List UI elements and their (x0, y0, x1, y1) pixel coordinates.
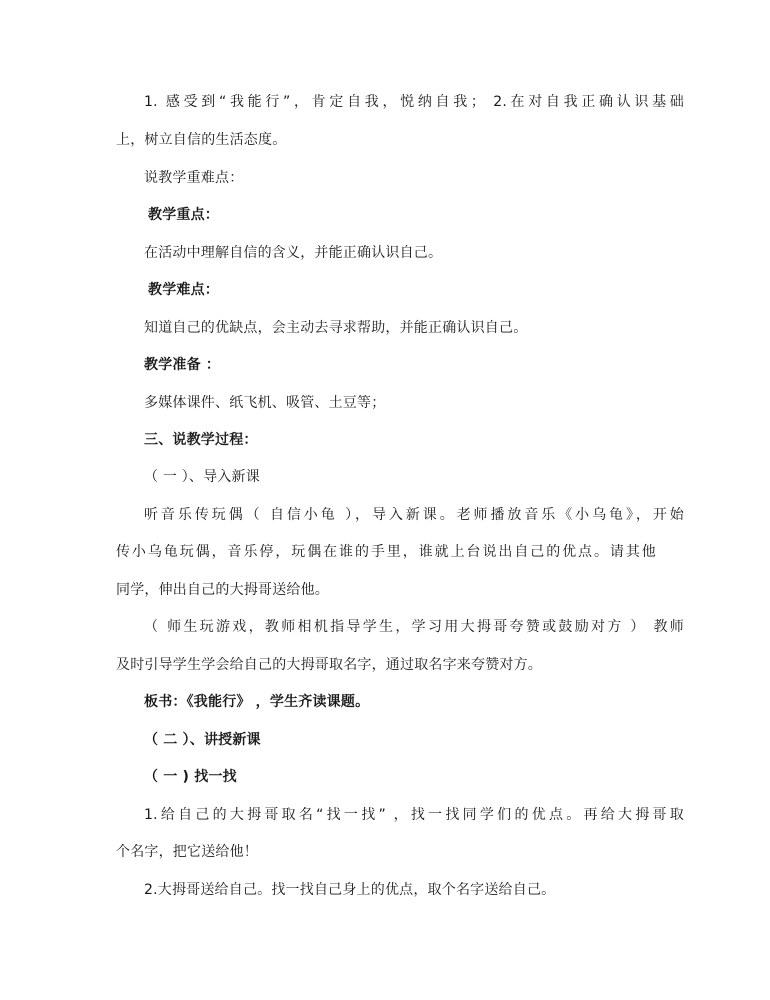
paragraph-teaching-focus: 在活动中理解自信的含义，并能正确认识自己。 (144, 245, 443, 261)
heading-teaching-process: 三、说教学过程： (144, 432, 258, 448)
paragraph-teaching-difficulty: 知道自己的优缺点，会主动去寻求帮助，并能正确认识自己。 (144, 320, 528, 336)
subheading-find: （ 一 ) 找一找 (144, 769, 237, 785)
heading-key-difficult-points: 说教学重难点： (144, 170, 244, 186)
paragraph-introduction-line-3: 同学，伸出自己的大拇哥送给他。 (116, 582, 329, 598)
paragraph-find-line-1: 1.给自己的大拇哥取名“找一找” ，找一找同学们的优点。再给大拇哥取 (144, 807, 684, 823)
paragraph-introduction-line-1: 听音乐传玩偶（ 自信小龟 ），导入新课。老师播放音乐《小乌龟》，开始 (144, 507, 684, 523)
subheading-introduction: （ 一 ）、导入新课 (144, 469, 260, 485)
heading-teaching-difficulty: 教学难点： (148, 282, 219, 298)
heading-teaching-focus: 教学重点： (148, 207, 219, 223)
paragraph-find-self: 2.大拇哥送给自己。找一找自己身上的优点，取个名字送给自己。 (144, 882, 556, 898)
heading-teaching-preparation: 教学准备 ： (144, 357, 221, 373)
subheading-new-lesson: （ 二 ）、讲授新课 (144, 732, 261, 748)
paragraph-game-line-2: 及时引导学生学会给自己的大拇哥取名字，通过取名字来夸赞对方。 (116, 657, 542, 673)
paragraph-introduction-line-2: 传小乌龟玩偶，音乐停，玩偶在谁的手里，谁就上台说出自己的优点。请其他 (116, 544, 656, 560)
paragraph-find-line-2: 个名字，把它送给他！ (116, 844, 258, 860)
paragraph-goal-line-1: 1. 感受到“我能行”，肯定自我，悦纳自我； 2.在对自我正确认识基础 (144, 94, 684, 110)
paragraph-game-line-1: （ 师生玩游戏，教师相机指导学生，学习用大拇哥夸赞或鼓励对方 ） 教师 (144, 619, 684, 635)
paragraph-board-writing: 板书：《我能行》 ，学生齐读课题。 (144, 694, 370, 710)
paragraph-teaching-materials: 多媒体课件、纸飞机、吸管、土豆等； (144, 395, 386, 411)
paragraph-goal-line-2: 上，树立自信的生活态度。 (116, 132, 287, 148)
